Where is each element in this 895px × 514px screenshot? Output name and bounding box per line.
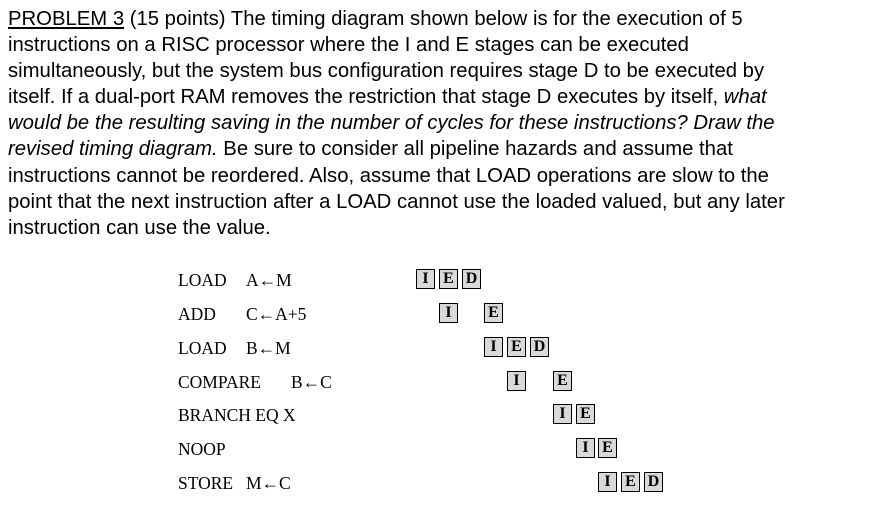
instruction-op: ADD [178, 304, 216, 324]
instruction-op: LOAD [178, 270, 227, 290]
problem-line-6 [8, 136, 890, 162]
stage-cell-i: I [416, 269, 435, 289]
stage-cell-e: E [576, 404, 595, 424]
stage-cell-d: D [530, 337, 549, 357]
stage-cell-i: I [598, 472, 617, 492]
instruction-args: A←M [246, 270, 292, 290]
problem-points: (15 points) [124, 8, 226, 30]
instruction-args: C←A+5 [246, 304, 307, 324]
stage-cell-e: E [598, 438, 617, 458]
problem-text-line: instructions on a RISC processor where the I and E stages can be executed [8, 34, 689, 57]
instruction-op: COMPARE [178, 372, 261, 392]
problem-text-line: itself. If a dual-port RAM removes the restriction that stage D executes by itself, [8, 86, 724, 109]
question-part: revised timing diagram. [8, 138, 218, 161]
question-part: what [723, 86, 767, 109]
instruction-op: STORE [178, 473, 234, 493]
instruction-args: M←C [246, 473, 291, 493]
stage-cell-e: E [507, 337, 526, 357]
problem-text-line: instruction can use the value. [8, 216, 271, 239]
problem-line-5 [8, 110, 890, 136]
problem-title: PROBLEM 3 [8, 8, 125, 30]
stage-cell-i: I [553, 404, 572, 424]
instruction-op: LOAD [178, 338, 227, 358]
problem-line-1 [8, 6, 890, 32]
stage-cell-e: E [621, 472, 640, 492]
instruction-op: BRANCH EQ X [178, 405, 296, 425]
problem-text-line: Be sure to consider all pipeline hazards and assume that [217, 138, 733, 161]
stage-cell-e: E [439, 269, 458, 289]
instruction-args: B←M [246, 338, 291, 358]
stage-cell-i: I [507, 371, 526, 391]
problem-text-line: simultaneously, but the system bus configuration requires stage D to be executed by [8, 60, 765, 83]
question-part: would be the resulting saving in the number of cycles for these instructions? Draw the [8, 112, 775, 135]
instruction-op: NOOP [178, 439, 226, 459]
problem-text-line: instructions cannot be reordered. Also, assume that LOAD operations are slow to the [8, 164, 769, 187]
stage-cell-e: E [553, 371, 572, 391]
problem-text-line: The timing diagram shown below is for the execution of 5 [225, 8, 743, 30]
problem-line-4 [8, 84, 890, 110]
instruction-args: B←C [291, 372, 332, 392]
stage-cell-i: I [439, 303, 458, 323]
stage-cell-i: I [484, 337, 503, 357]
stage-cell-e: E [484, 303, 503, 323]
stage-cell-d: D [644, 472, 663, 492]
stage-cell-d: D [462, 269, 481, 289]
stage-cell-i: I [576, 438, 595, 458]
problem-text-line: point that the next instruction after a LOAD cannot use the loaded valued, but any later [8, 190, 785, 213]
problem-text [8, 6, 890, 241]
